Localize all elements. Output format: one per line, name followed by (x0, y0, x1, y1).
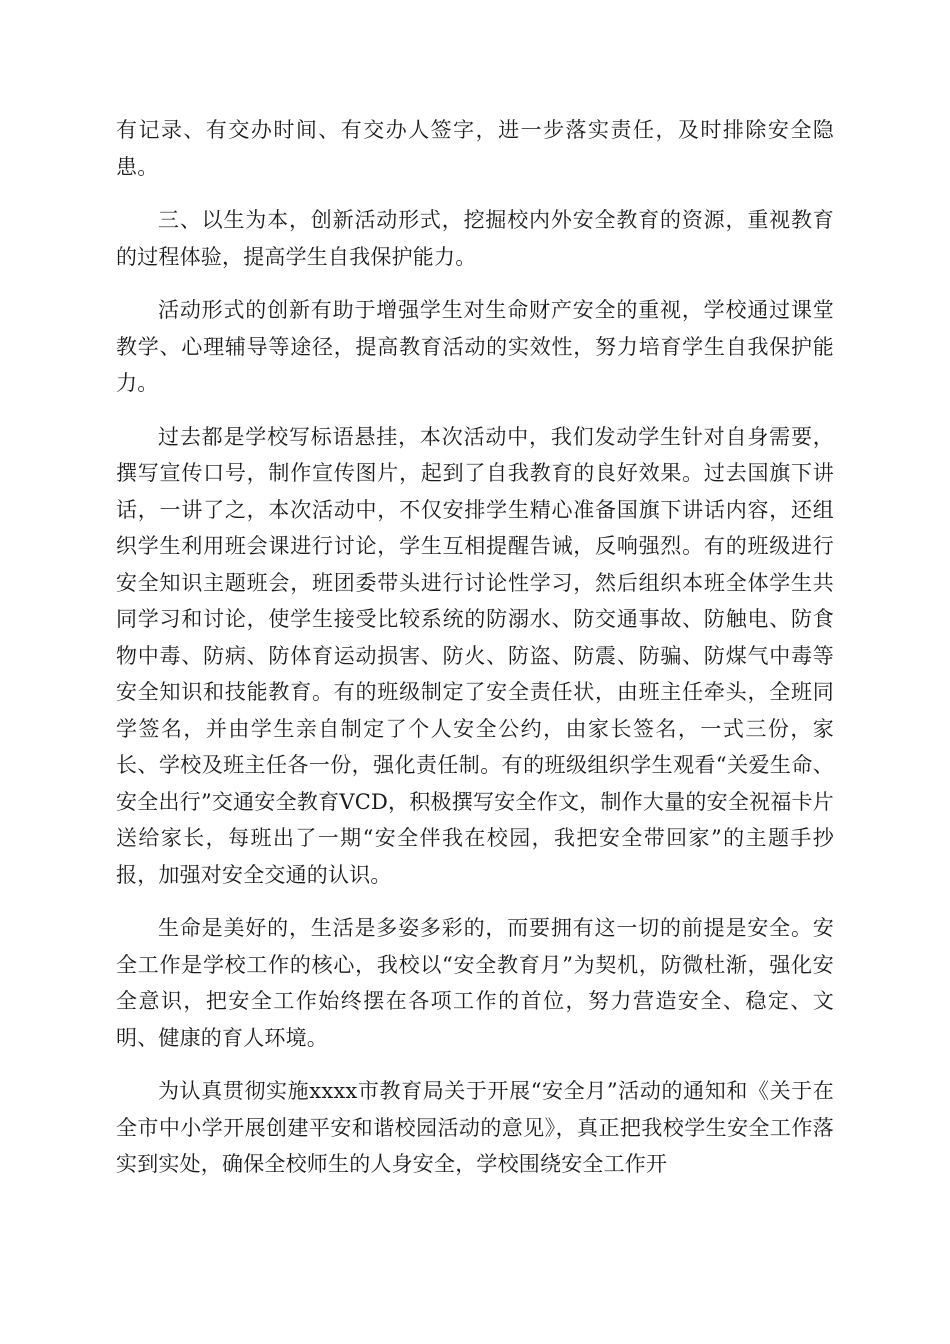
paragraph-5: 生命是美好的，生活是多姿多彩的，而要拥有这一切的前提是安全。安全工作是学校工作的核心，我校以“安全教育月”为契机，防微杜渐，强化安全意识，把安全工作始终摆在各项工作的首位，努力营造安全、稳定、文明、健康的育人环境。 (116, 916, 834, 1050)
paragraph-4: 过去都是学校写标语悬挂，本次活动中，我们发动学生针对自身需要，撰写宣传口号，制作宣传图片，起到了自我教育的良好效果。过去国旗下讲话，一讲了之，本次活动中，不仅安排学生精心准备国旗下讲话内容，还组织学生利用班会课进行讨论，学生互相提醒告诫，反响强烈。有的班级进行安全知识主题班会，班团委带头进行讨论性学习，然后组织本班全体学生共同学习和讨论，使学生接受比较系统的防溺水、防交通事故、防触电、防食物中毒、防病、防体育运动损害、防火、防盗、防震、防骗、防煤气中毒等安全知识和技能教育。有的班级制定了安全责任状，由班主任牵头，全班同学签名，并由学生亲自制定了个人安全公约，由家长签名，一式三份，家长、学校及班主任各一份，强化责任制。有的班级组织学生观看“关爱生命、安全出行”交通安全教育VCD，积极撰写安全作文，制作大量的安全祝福卡片送给家长，每班出了一期“安全伴我在校园，我把安全带回家”的主题手抄报，加强对安全交通的认识。 (116, 424, 834, 887)
paragraph-6: 为认真贯彻实施xxxx市教育局关于开展“安全月”活动的通知和《关于在全市中小学开展创建平安和谐校园活动的意见》，真正把我校学生安全工作落实到实处，确保全校师生的人身安全，学校围绕安全工作开 (116, 1079, 834, 1176)
paragraph-1: 有记录、有交办时间、有交办人签字，进一步落实责任，及时排除安全隐患。 (116, 118, 834, 179)
paragraph-3: 活动形式的创新有助于增强学生对生命财产安全的重视，学校通过课堂教学、心理辅导等途径，提高教育活动的实效性，努力培育学生自我保护能力。 (116, 298, 834, 395)
document-page (116, 112, 834, 1200)
paragraph-2: 三、以生为本，创新活动形式，挖掘校内外安全教育的资源，重视教育的过程体验，提高学生自我保护能力。 (116, 208, 834, 269)
